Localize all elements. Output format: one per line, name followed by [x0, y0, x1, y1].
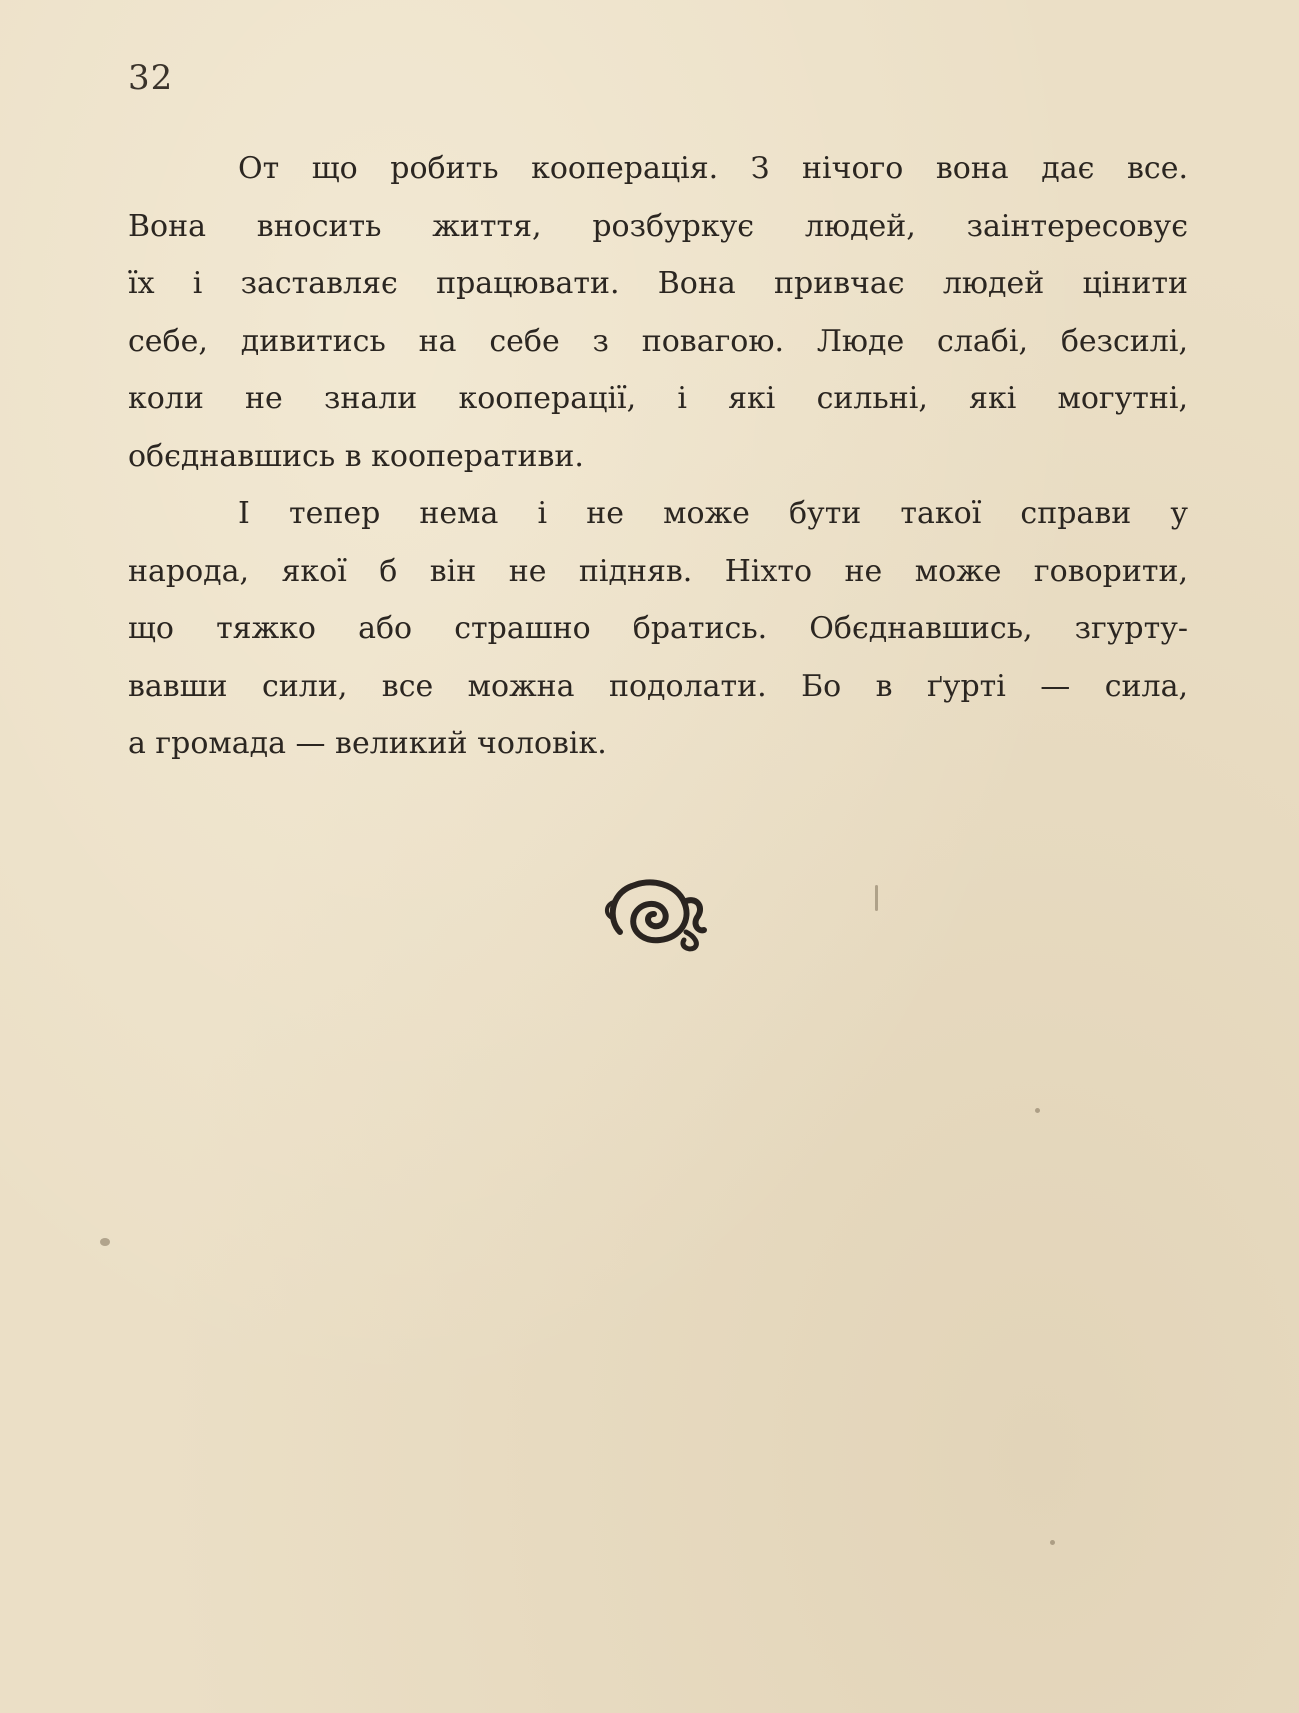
text-line: народа, якої б він не підняв. Ніхто не може говорити,: [128, 553, 1188, 589]
body-text: [128, 140, 1188, 773]
text-line: а громада — великий чоловік.: [128, 726, 607, 761]
paper-speck: [875, 885, 878, 911]
text-line: себе, дивитись на себе з повагою. Люде слабі, безсилі,: [128, 323, 1188, 359]
spiral-ornament-icon: [600, 872, 710, 952]
text-line: вавши сили, все можна подолати. Бо в ґурті — сила,: [128, 668, 1188, 704]
page-number: 32: [128, 58, 174, 98]
text-line: обєднавшись в кооперативи.: [128, 438, 584, 474]
paragraph-2: [128, 485, 1188, 773]
paper-speck: [1050, 1540, 1055, 1545]
text-line: коли не знали кооперації, і які сильні, які могутні,: [128, 381, 1188, 416]
text-line: Вона вносить життя, розбуркує людей, заінтересовує: [128, 208, 1188, 244]
paper-speck: [100, 1238, 110, 1246]
text-line: що тяжко або страшно братись. Обєднавшись, згурту-: [128, 611, 1188, 646]
text-line: І тепер нема і не може бути такої справи у: [238, 496, 1188, 531]
paper-speck: [1035, 1108, 1040, 1113]
text-line: їх і заставляє працювати. Вона привчає людей цінити: [128, 266, 1188, 301]
paragraph-1: [128, 140, 1188, 485]
text-line: От що робить кооперація. З нічого вона дає все.: [238, 151, 1188, 186]
